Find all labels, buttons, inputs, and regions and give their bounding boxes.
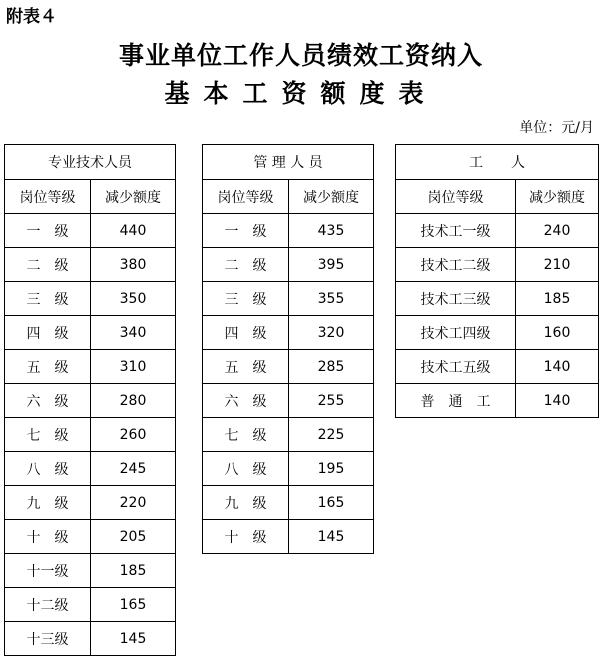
table-row [5,418,176,452]
cell-amount: 355 [289,282,374,316]
table-row [203,418,374,452]
appendix-label: 附表４ [6,7,57,27]
table-row [396,316,599,350]
column-header-amount: 减少额度 [516,180,599,214]
cell-amount: 140 [516,350,599,384]
cell-level: 七 级 [203,418,289,452]
cell-amount: 285 [289,350,374,384]
table-row [396,282,599,316]
cell-amount: 185 [91,554,176,588]
cell-level: 八 级 [5,452,91,486]
cell-level: 技术工四级 [396,316,516,350]
table-row [5,452,176,486]
cell-level: 技术工三级 [396,282,516,316]
cell-level: 五 级 [203,350,289,384]
column-header-amount: 减少额度 [91,180,176,214]
cell-amount: 340 [91,316,176,350]
table-row [203,452,374,486]
cell-amount: 165 [91,588,176,622]
cell-amount: 165 [289,486,374,520]
table-row [203,316,374,350]
table-row [203,520,374,554]
table-row [5,248,176,282]
cell-amount: 145 [91,622,176,656]
table-row [5,384,176,418]
table-row [5,350,176,384]
cell-level: 六 级 [5,384,91,418]
cell-level: 二 级 [5,248,91,282]
table-row [5,316,176,350]
cell-amount: 160 [516,316,599,350]
cell-level: 七 级 [5,418,91,452]
column-header-amount: 减少额度 [289,180,374,214]
cell-amount: 255 [289,384,374,418]
table-row [203,248,374,282]
cell-level: 九 级 [5,486,91,520]
table-row [5,520,176,554]
cell-amount: 245 [91,452,176,486]
cell-amount: 195 [289,452,374,486]
cell-amount: 380 [91,248,176,282]
cell-amount: 225 [289,418,374,452]
table-row [203,350,374,384]
unit-label: 单位：元/月 [519,120,594,136]
cell-level: 十 级 [203,520,289,554]
cell-amount: 260 [91,418,176,452]
cell-amount: 205 [91,520,176,554]
cell-amount: 280 [91,384,176,418]
cell-amount: 140 [516,384,599,418]
table-row [5,282,176,316]
page-title-line1: 事业单位工作人员绩效工资纳入 [118,41,483,70]
cell-level: 九 级 [203,486,289,520]
table-row [203,214,374,248]
cell-level: 普 通 工 [396,384,516,418]
table-group-header: 管 理 人 员 [203,145,374,180]
cell-amount: 310 [91,350,176,384]
cell-amount: 350 [91,282,176,316]
table-row [5,486,176,520]
table-row [203,282,374,316]
table-row [396,214,599,248]
table-group-header: 专业技术人员 [5,145,176,180]
cell-amount: 320 [289,316,374,350]
table-row [5,622,176,656]
cell-level: 十三级 [5,622,91,656]
table-row [396,384,599,418]
professional-technical-table [4,144,176,656]
cell-level: 技术工五级 [396,350,516,384]
cell-amount: 220 [91,486,176,520]
cell-level: 技术工二级 [396,248,516,282]
cell-amount: 145 [289,520,374,554]
cell-level: 三 级 [5,282,91,316]
cell-amount: 240 [516,214,599,248]
table-row [203,486,374,520]
cell-level: 六 级 [203,384,289,418]
cell-level: 一 级 [5,214,91,248]
cell-amount: 210 [516,248,599,282]
cell-level: 三 级 [203,282,289,316]
cell-level: 四 级 [203,316,289,350]
cell-level: 技术工一级 [396,214,516,248]
cell-level: 五 级 [5,350,91,384]
table-row [5,588,176,622]
column-header-level: 岗位等级 [396,180,516,214]
cell-level: 八 级 [203,452,289,486]
table-row [396,350,599,384]
table-group-header: 工 人 [396,145,599,180]
workers-table [395,144,599,418]
cell-level: 一 级 [203,214,289,248]
cell-level: 四 级 [5,316,91,350]
table-row [203,384,374,418]
cell-amount: 185 [516,282,599,316]
page-title-line2: 基本工资额度表 [164,79,438,108]
cell-level: 十一级 [5,554,91,588]
management-table [202,144,374,554]
cell-level: 十 级 [5,520,91,554]
cell-level: 十二级 [5,588,91,622]
table-row [5,554,176,588]
table-row [5,214,176,248]
cell-level: 二 级 [203,248,289,282]
cell-amount: 440 [91,214,176,248]
cell-amount: 395 [289,248,374,282]
table-row [396,248,599,282]
cell-amount: 435 [289,214,374,248]
column-header-level: 岗位等级 [5,180,91,214]
column-header-level: 岗位等级 [203,180,289,214]
